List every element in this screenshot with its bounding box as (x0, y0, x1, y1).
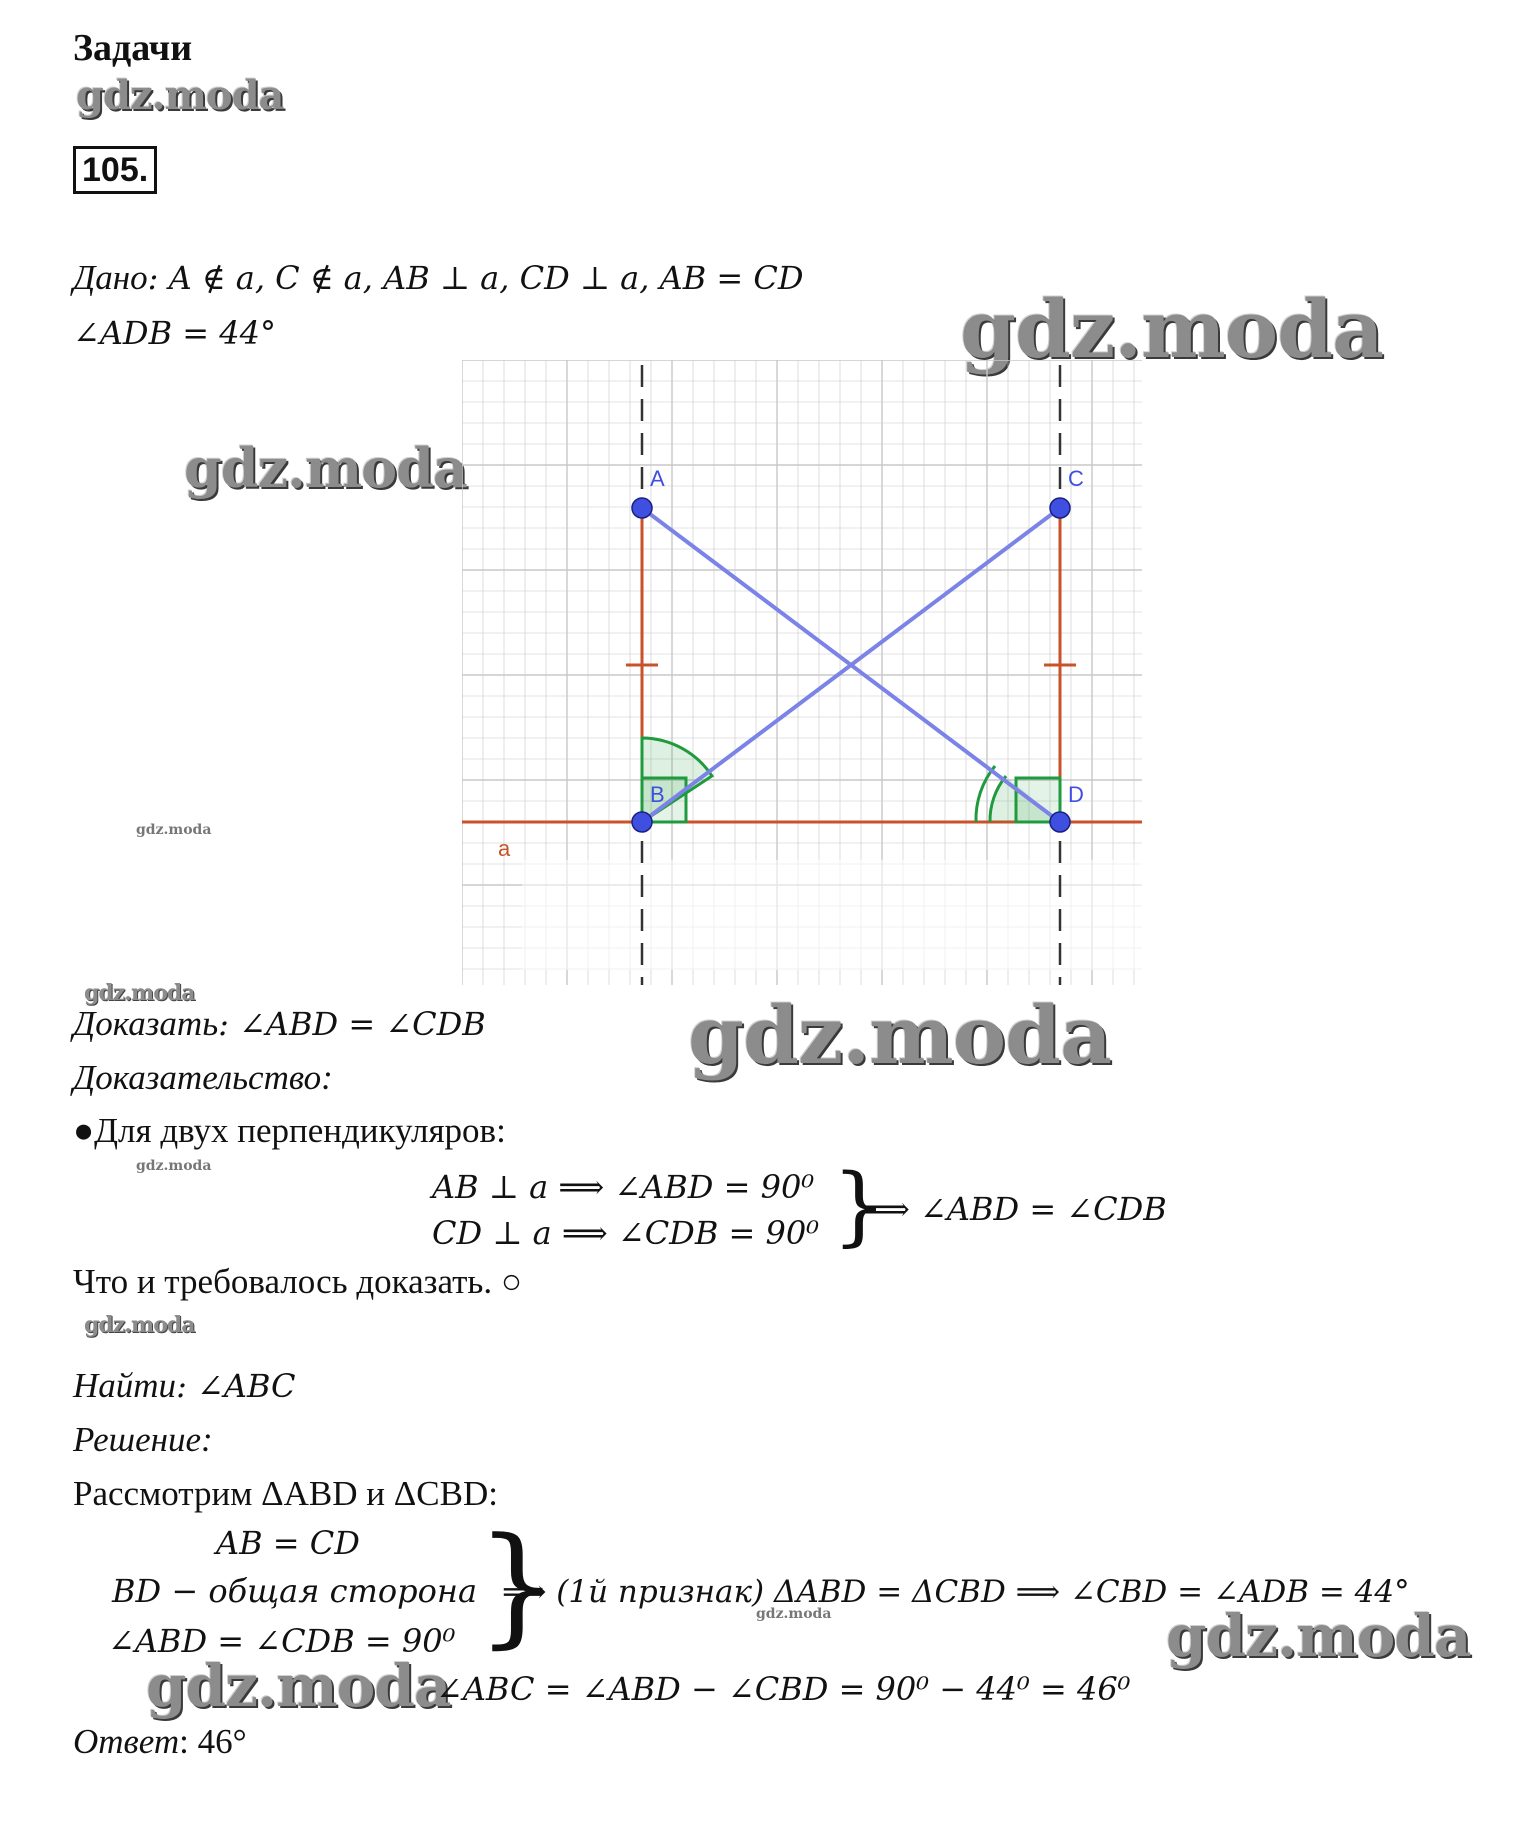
prove-label: Доказать (73, 1004, 219, 1043)
solution-brace: } (476, 1509, 559, 1661)
solution-cond-1: AB = CD (216, 1524, 360, 1562)
given-conditions: : A ∉ a, C ∉ a, AB ⊥ a, CD ⊥ a, AB = CD (147, 259, 804, 297)
watermark: gdz.moda (184, 436, 467, 500)
proof-conclusion: ⟹ ∠ABD = ∠CDB (864, 1190, 1167, 1228)
final-equation: ∠ABC = ∠ABD − ∠CBD = 90⁰ − 44⁰ = 46⁰ (436, 1670, 1131, 1708)
watermark: gdz.moda (84, 1312, 195, 1338)
prove-statement: : ∠ABD = ∠CDB (218, 1005, 486, 1043)
label-line-a: a (498, 836, 511, 861)
given-label: Дано (73, 258, 148, 297)
watermark: gdz.moda (136, 1158, 212, 1174)
label-d: D (1068, 782, 1084, 807)
answer-label: Ответ (73, 1722, 180, 1761)
solution-cond-2: BD − общая сторона (112, 1572, 478, 1610)
find-label: Найти (73, 1366, 177, 1405)
point-b (632, 812, 652, 832)
consider-text: Рассмотрим ΔABD и ΔCBD: (73, 1474, 498, 1513)
proof-brace: } (832, 1156, 887, 1256)
solution-label: Решение: (73, 1420, 213, 1459)
label-a: A (650, 466, 665, 491)
watermark: gdz.moda (146, 1652, 451, 1720)
point-a (632, 498, 652, 518)
watermark: gdz.moda (76, 72, 284, 119)
label-c: C (1068, 466, 1084, 491)
problem-number: 105. (73, 146, 157, 194)
proof-line-1: AB ⊥ a ⟹ ∠ABD = 90⁰ (432, 1168, 815, 1206)
watermark: gdz.moda (756, 1606, 832, 1622)
geometry-figure (462, 360, 1142, 985)
watermark: gdz.moda (960, 282, 1383, 376)
solution-conclusion: ⟹ (1й признак) ΔABD = ΔCBD ⟹ ∠CBD = ∠ADB = 44° (502, 1574, 1410, 1610)
watermark: gdz.moda (688, 988, 1111, 1082)
watermark: gdz.moda (1166, 1602, 1471, 1670)
answer-value: : 46° (179, 1722, 247, 1761)
prove-line (73, 1004, 486, 1044)
given-angle: ∠ADB = 44° (73, 314, 276, 352)
proof-label: Доказательство: (73, 1058, 333, 1097)
label-b: B (650, 782, 665, 807)
watermark: gdz.moda (136, 822, 212, 838)
find-target: : ∠ABC (176, 1367, 296, 1405)
page-title: Задачи (73, 27, 193, 69)
solution-cond-3: ∠ABD = ∠CDB = 90⁰ (108, 1622, 456, 1660)
qed-text: Что и требовалось доказать. ○ (73, 1262, 523, 1301)
watermark: gdz.moda (84, 980, 195, 1006)
bullet-text: ●Для двух перпендикуляров: (73, 1111, 506, 1150)
proof-line-2: CD ⊥ a ⟹ ∠CDB = 90⁰ (432, 1214, 820, 1252)
point-c (1050, 498, 1070, 518)
point-d (1050, 812, 1070, 832)
answer-line (73, 1722, 247, 1762)
given-line (73, 258, 804, 298)
find-line (73, 1366, 296, 1406)
